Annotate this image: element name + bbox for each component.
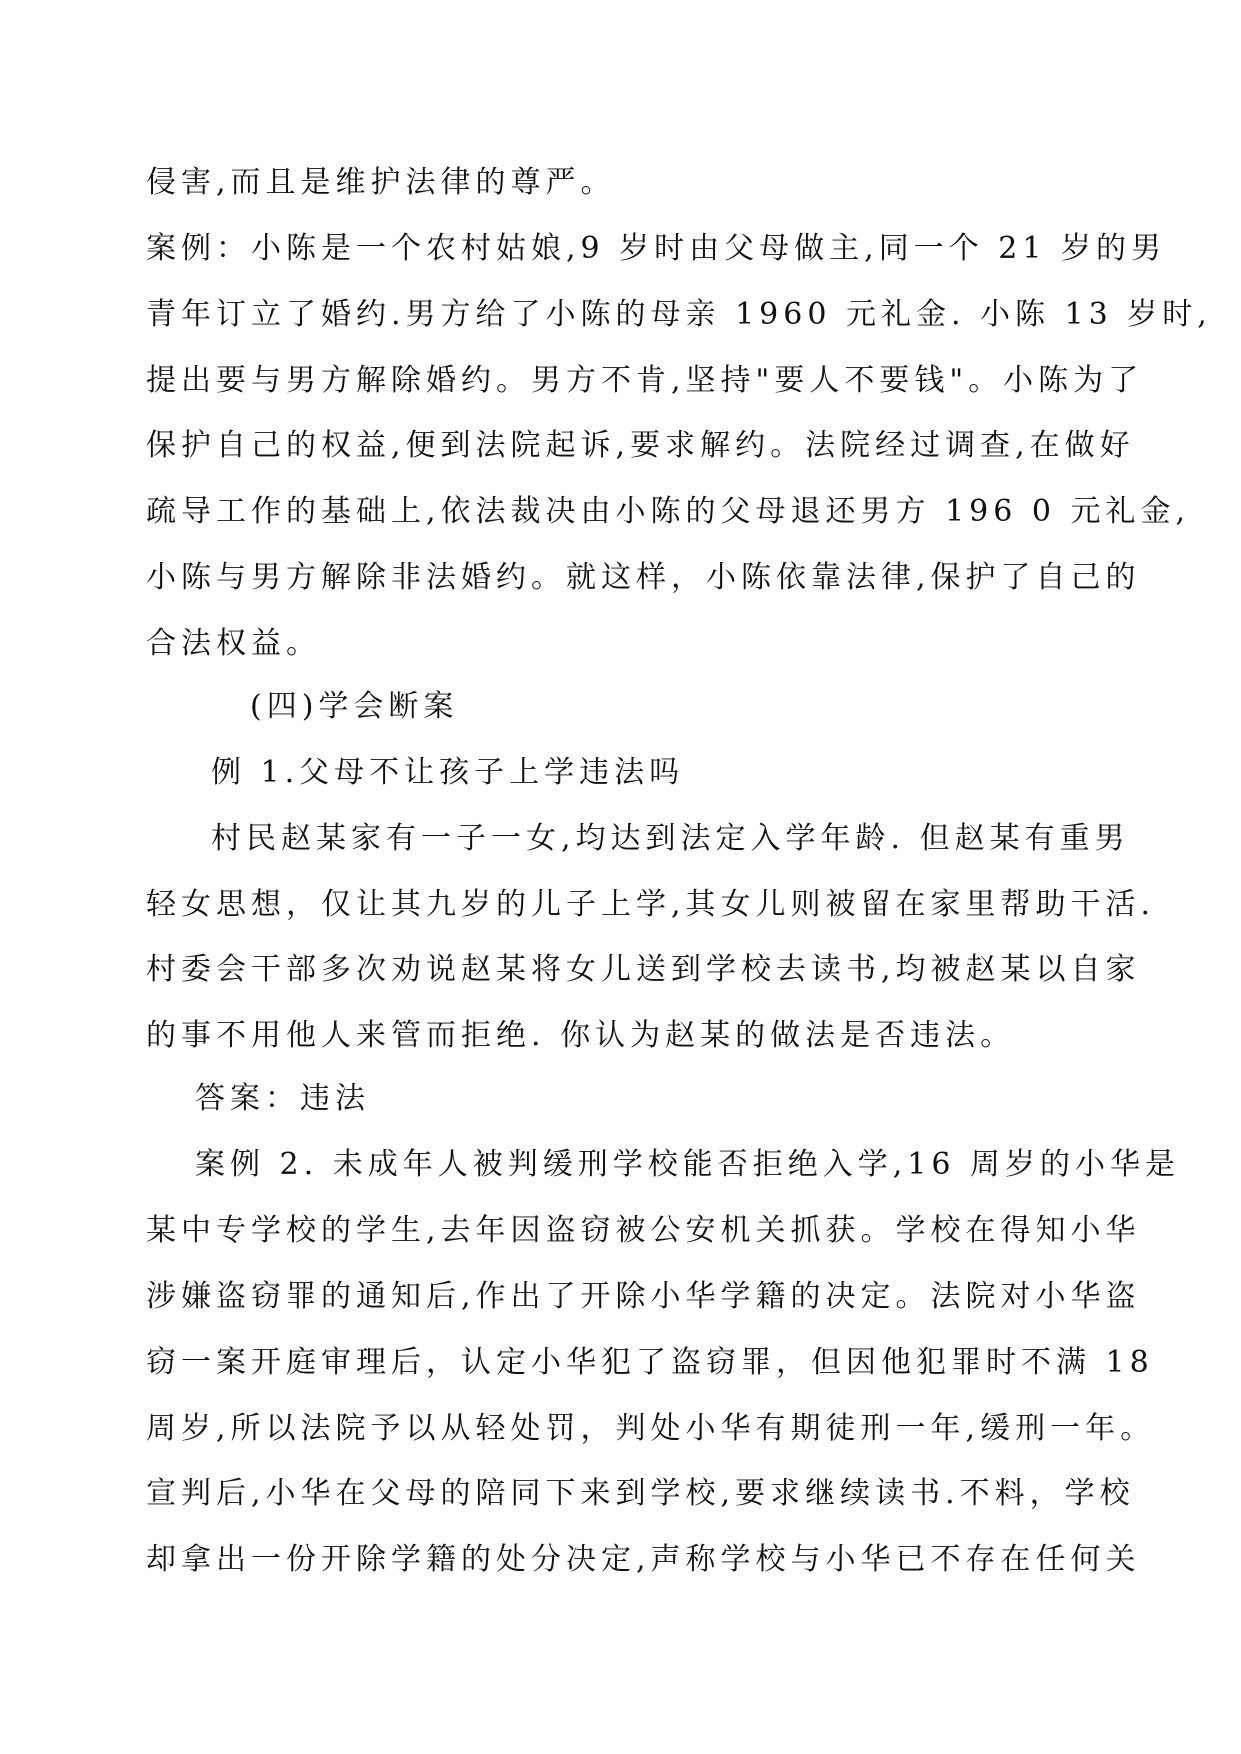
text-line: 却拿出一份开除学籍的处分决定,声称学校与小华已不存在任何关	[146, 1542, 1141, 1577]
example-title: 例 1.父母不让孩子上学违法吗	[211, 755, 685, 790]
text-line: 村委会干部多次劝说赵某将女儿送到学校去读书,均被赵某以自家	[146, 952, 1141, 987]
text-line: 案例 2. 未成年人被判缓刑学校能否拒绝入学,16 周岁的小华是	[195, 1147, 1180, 1182]
text-line: 轻女思想，仅让其九岁的儿子上学,其女儿则被留在家里帮助干活.	[146, 887, 1156, 922]
text-line: 青年订立了婚约.男方给了小陈的母亲 1960 元礼金. 小陈 13 岁时,	[146, 297, 1212, 332]
text-line: 村民赵某家有一子一女,均达到法定入学年龄. 但赵某有重男	[211, 821, 1130, 856]
text-line: 疏导工作的基础上,依法裁决由小陈的父母退还男方 196 0 元礼金,	[146, 494, 1191, 529]
text-line: 提出要与男方解除婚约。男方不肯,坚持"要人不要钱"。小陈为了	[146, 363, 1144, 398]
text-line: 窃一案开庭审理后，认定小华犯了盗窃罪，但因他犯罪时不满 18	[146, 1345, 1154, 1380]
answer-line: 答案：违法	[195, 1081, 370, 1116]
text-line: 保护自己的权益,便到法院起诉,要求解约。法院经过调查,在做好	[146, 428, 1135, 463]
text-line: 案例：小陈是一个农村姑娘,9 岁时由父母做主,同一个 21 岁的男	[146, 231, 1166, 266]
text-line: 某中专学校的学生,去年因盗窃被公安机关抓获。学校在得知小华	[146, 1213, 1141, 1248]
text-line: 涉嫌盗窃罪的通知后,作出了开除小华学籍的决定。法院对小华盗	[146, 1279, 1141, 1314]
text-line: 合法权益。	[146, 626, 321, 661]
text-line: 的事不用他人来管而拒绝. 你认为赵某的做法是否违法。	[146, 1018, 1016, 1053]
text-line: 宣判后,小华在父母的陪同下来到学校,要求继续读书.不料，学校	[146, 1476, 1135, 1511]
section-heading: (四)学会断案	[250, 689, 459, 724]
text-line: 小陈与男方解除非法婚约。就这样，小陈依靠法律,保护了自己的	[146, 560, 1141, 595]
text-line: 侵害,而且是维护法律的尊严。	[146, 165, 616, 200]
text-line: 周岁,所以法院予以从轻处罚，判处小华有期徒刑一年,缓刑一年。	[146, 1411, 1156, 1446]
